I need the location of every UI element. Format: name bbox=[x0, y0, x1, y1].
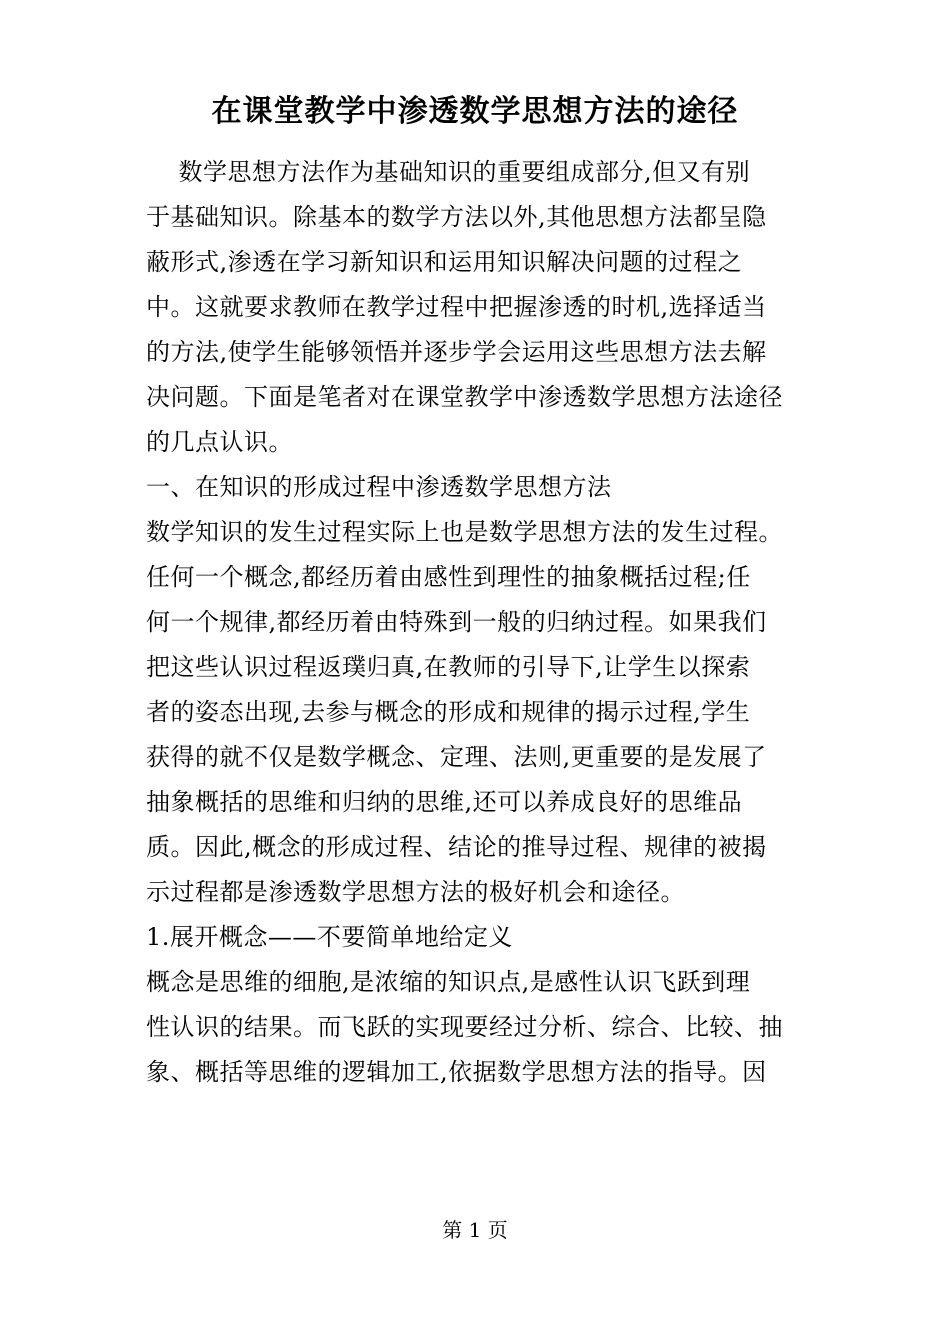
subsection-heading: 1.展开概念——不要简单地给定义 bbox=[146, 923, 513, 951]
text-line: 于基础知识。除基本的数学方法以外,其他思想方法都呈隐 bbox=[146, 203, 767, 231]
text-line: 示过程都是渗透数学思想方法的极好机会和途径。 bbox=[146, 878, 685, 906]
document-body bbox=[146, 150, 811, 1095]
text-line: 何一个规律,都经历着由特殊到一般的归纳过程。如果我们 bbox=[146, 608, 767, 636]
text-line: 数学知识的发生过程实际上也是数学思想方法的发生过程。 bbox=[146, 518, 783, 546]
text-line: 质。因此,概念的形成过程、结论的推导过程、规律的被揭 bbox=[146, 833, 767, 861]
text-line: 任何一个概念,都经历着由感性到理性的抽象概括过程;任 bbox=[146, 563, 751, 591]
text-line: 数学思想方法作为基础知识的重要组成部分,但又有别 bbox=[146, 158, 751, 186]
text-line: 抽象概括的思维和归纳的思维,还可以养成良好的思维品 bbox=[146, 788, 743, 816]
text-line: 中。这就要求教师在教学过程中把握渗透的时机,选择适当 bbox=[146, 293, 767, 321]
text-line: 的几点认识。 bbox=[146, 428, 293, 456]
page-number: 第 1 页 bbox=[442, 1218, 508, 1242]
document-title: 在课堂教学中渗透数学思想方法的途径 bbox=[211, 94, 739, 129]
text-line: 性认识的结果。而飞跃的实现要经过分析、综合、比较、抽 bbox=[146, 1013, 783, 1041]
text-line: 概念是思维的细胞,是浓缩的知识点,是感性认识飞跃到理 bbox=[146, 968, 751, 996]
text-line: 蔽形式,渗透在学习新知识和运用知识解决问题的过程之 bbox=[146, 248, 743, 276]
text-line: 的方法,使学生能够领悟并逐步学会运用这些思想方法去解 bbox=[146, 338, 767, 366]
text-line: 获得的就不仅是数学概念、定理、法则,更重要的是发展了 bbox=[146, 743, 767, 771]
section-heading: 一、在知识的形成过程中渗透数学思想方法 bbox=[146, 473, 612, 501]
text-line: 决问题。下面是笔者对在课堂教学中渗透数学思想方法途径 bbox=[146, 383, 783, 411]
text-line: 象、概括等思维的逻辑加工,依据数学思想方法的指导。因 bbox=[146, 1058, 767, 1086]
text-line: 者的姿态出现,去参与概念的形成和规律的揭示过程,学生 bbox=[146, 698, 751, 726]
text-line: 把这些认识过程返璞归真,在教师的引导下,让学生以探索 bbox=[146, 653, 751, 681]
